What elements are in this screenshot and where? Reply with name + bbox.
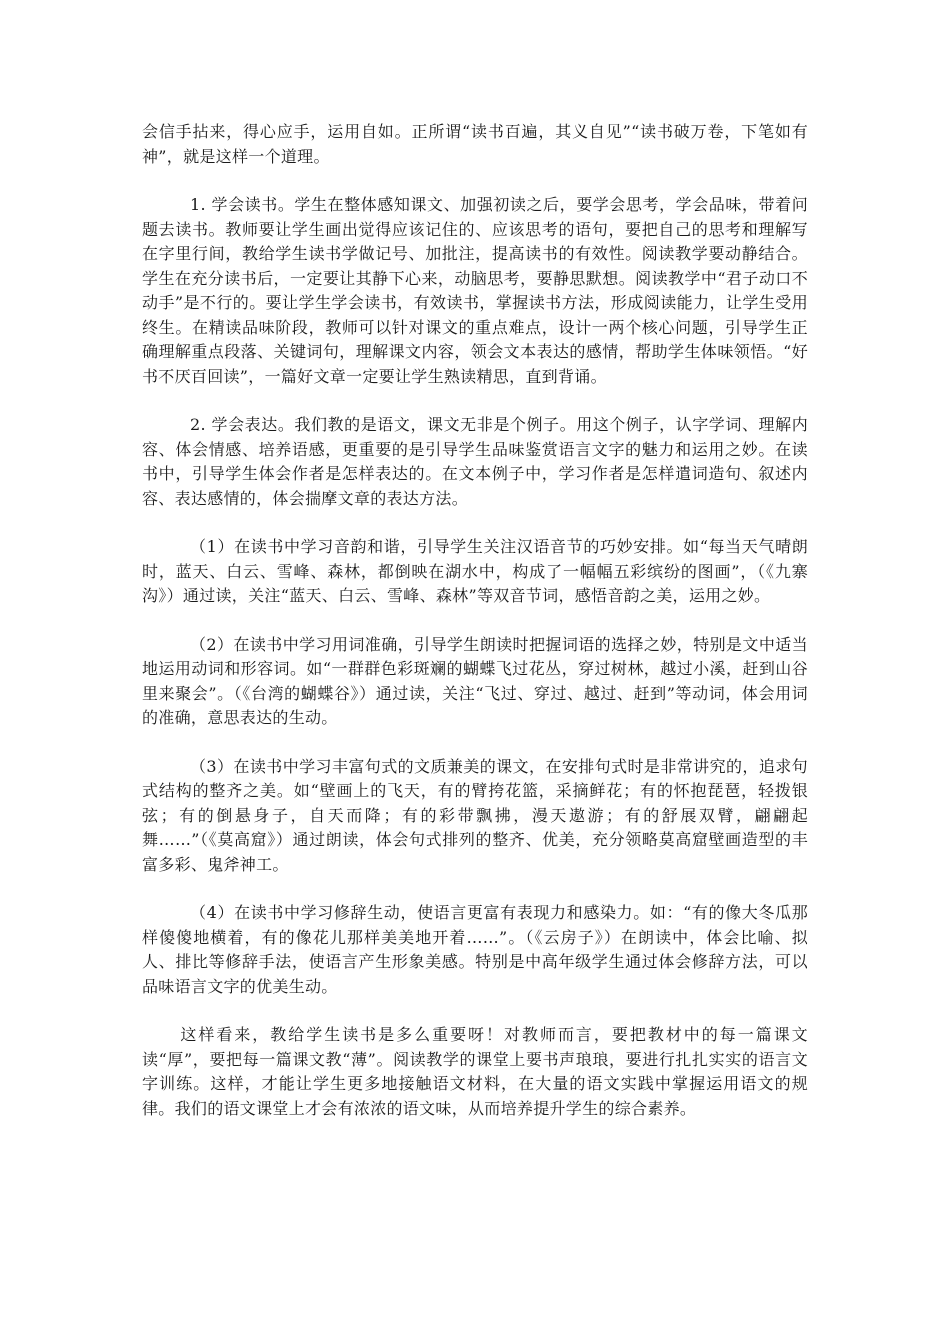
document-body bbox=[142, 120, 808, 1145]
paragraph-learn-to-express: 2. 学会表达。我们教的是语文，课文无非是个例子。用这个例子，认字学词、理解内容、体会情感、培养语感，更重要的是引导学生品味鉴赏语言文字的魅力和运用之妙。在读书中，引导学生体会作者是怎样表达的。在文本例子中，学习作者是怎样遣词造句、叙述内容、表达感情的，体会揣摩文章的表达方法。 bbox=[142, 415, 808, 508]
paragraph-point-2-word-choice: （2）在读书中学习用词准确，引导学生朗读时把握词语的选择之妙，特别是文中适当地运用动词和形容词。如“一群群色彩斑斓的蝴蝶飞过花丛，穿过树林，越过小溪，赶到山谷里来聚会”。（《台湾的蝴蝶谷》）通过读，关注“飞过、穿过、越过、赶到”等动词，体会用词的准确，意思表达的生动。 bbox=[142, 634, 808, 727]
paragraph-point-3-sentence-patterns: （3）在读书中学习丰富句式的文质兼美的课文，在安排句式时是非常讲究的，追求句式结构的整齐之美。如“壁画上的飞天，有的臂挎花篮，采摘鲜花；有的怀抱琵琶，轻拨银弦；有的倒悬身子，自天而降；有的彩带飘拂，漫天遨游；有的舒展双臂，翩翩起舞……”（《莫高窟》）通过朗读，体会句式排列的整齐、优美，充分领略莫高窟壁画造型的丰富多彩、鬼斧神工。 bbox=[142, 756, 808, 874]
paragraph-conclusion: 这样看来，教给学生读书是多么重要呀！对教师而言，要把教材中的每一篇课文读“厚”，要把每一篇课文教“薄”。阅读教学的课堂上要书声琅琅，要进行扎扎实实的语言文字训练。这样，才能让学生更多地接触语文材料，在大量的语文实践中掌握运用语文的规律。我们的语文课堂上才会有浓浓的语文味，从而培养提升学生的综合素养。 bbox=[142, 1025, 808, 1118]
paragraph-learn-to-read: 1. 学会读书。学生在整体感知课文、加强初读之后，要学会思考，学会品味，带着问题去读书。教师要让学生画出觉得应该记住的、应该思考的语句，要把自己的思考和理解写在字里行间，教给学生读书学做记号、加批注，提高读书的有效性。阅读教学要动静结合。学生在充分读书后，一定要让其静下心来，动脑思考，要静思默想。阅读教学中“君子动口不动手”是不行的。要让学生学会读书，有效读书，掌握读书方法，形成阅读能力，让学生受用终生。在精读品味阶段，教师可以针对课文的重点难点，设计一两个核心问题，引导学生正确理解重点段落、关键词句，理解课文内容，领会文本表达的感情，帮助学生体味领悟。“好书不厌百回读”，一篇好文章一定要让学生熟读精思，直到背诵。 bbox=[142, 195, 808, 386]
paragraph-continuation: 会信手拈来，得心应手，运用自如。正所谓“读书百遍，其义自见”“读书破万卷，下笔如有神”，就是这样一个道理。 bbox=[142, 122, 808, 166]
paragraph-point-1-rhythm: （1）在读书中学习音韵和谐，引导学生关注汉语音节的巧妙安排。如“每当天气晴朗时，蓝天、白云、雪峰、森林，都倒映在湖水中，构成了一幅幅五彩缤纷的图画”，（《九寨沟》）通过读，关注“蓝天、白云、雪峰、森林”等双音节词，感悟音韵之美，运用之妙。 bbox=[142, 537, 808, 605]
paragraph-point-4-rhetoric: （4）在读书中学习修辞生动，使语言更富有表现力和感染力。如：“有的像大冬瓜那样傻傻地横着，有的像花儿那样美美地开着……”。（《云房子》）在朗读中，体会比喻、拟人、排比等修辞手法，使语言产生形象美感。特别是中高年级学生通过体会修辞方法，可以品味语言文字的优美生动。 bbox=[142, 903, 808, 996]
